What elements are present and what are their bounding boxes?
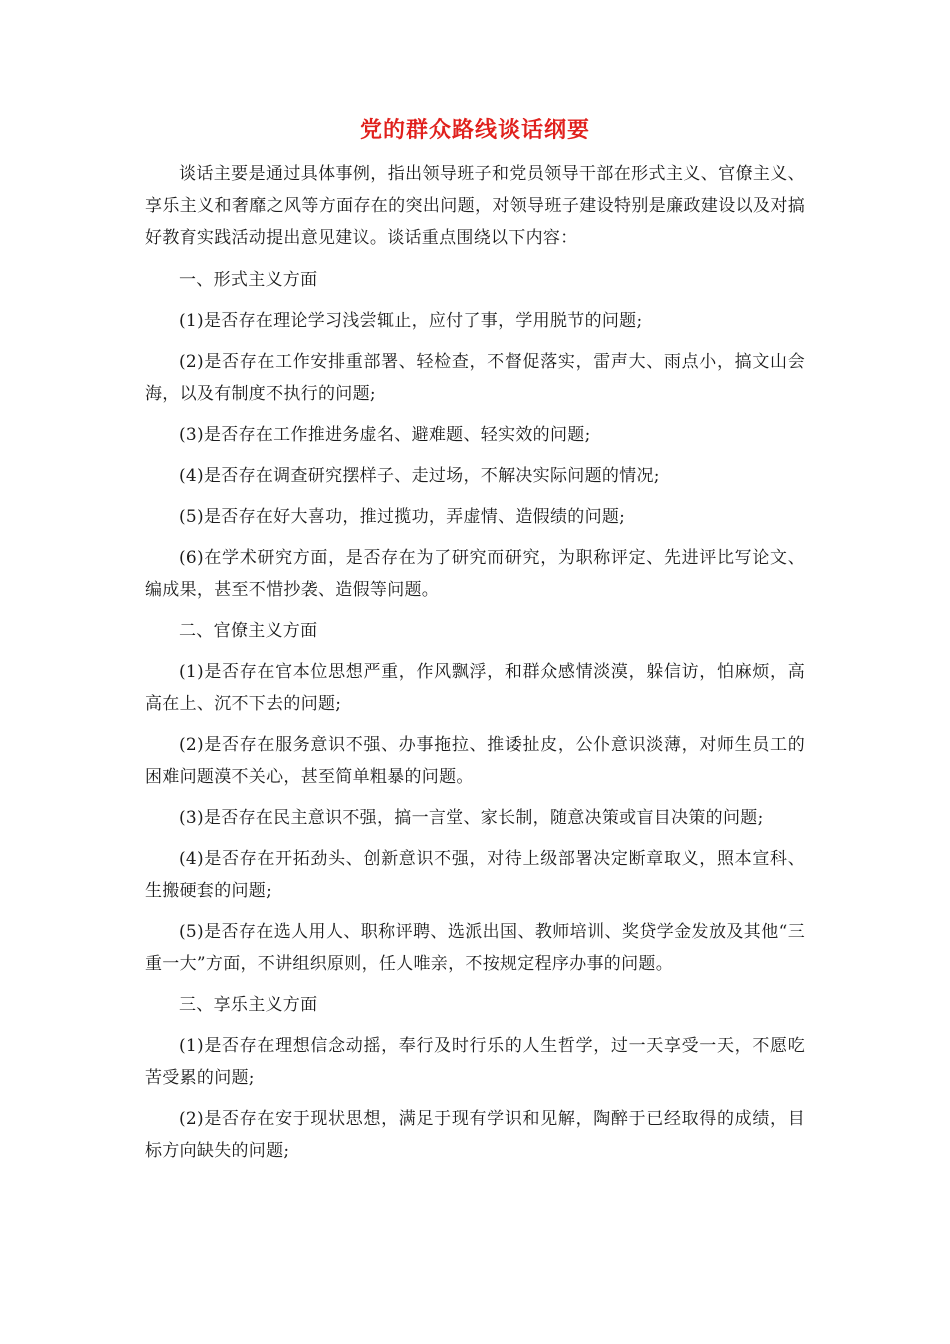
- section-heading-bureaucratism: 二、官僚主义方面: [179, 621, 318, 641]
- list-item: (3)是否存在民主意识不强，搞一言堂、家长制，随意决策或盲目决策的问题;: [179, 808, 764, 828]
- list-item: (2)是否存在安于现状思想，满足于现有学识和见解，陶醉于已经取得的成绩，目标方向缺失的问题;: [145, 1109, 805, 1161]
- document-title: 党的群众路线谈话纲要: [359, 118, 590, 143]
- document-page: [145, 110, 805, 1176]
- section-heading-formalism: 一、形式主义方面: [179, 270, 318, 290]
- list-item: (3)是否存在工作推进务虚名、避难题、轻实效的问题;: [179, 425, 591, 445]
- list-item: (5)是否存在选人用人、职称评聘、选派出国、教师培训、奖贷学金发放及其他“三重一大”方面，不讲组织原则，任人唯亲，不按规定程序办事的问题。: [145, 922, 805, 974]
- list-item: (1)是否存在理想信念动摇，奉行及时行乐的人生哲学，过一天享受一天，不愿吃苦受累的问题;: [145, 1036, 805, 1088]
- list-item: (1)是否存在官本位思想严重，作风飘浮，和群众感情淡漠，躲信访，怕麻烦，高高在上、沉不下去的问题;: [145, 662, 805, 714]
- intro-paragraph: 谈话主要是通过具体事例，指出领导班子和党员领导干部在形式主义、官僚主义、享乐主义和奢靡之风等方面存在的突出问题，对领导班子建设特别是廉政建设以及对搞好教育实践活动提出意见建议。谈话重点围绕以下内容：: [145, 164, 805, 248]
- list-item: (4)是否存在调查研究摆样子、走过场，不解决实际问题的情况;: [179, 466, 660, 486]
- list-item: (6)在学术研究方面，是否存在为了研究而研究，为职称评定、先进评比写论文、编成果，甚至不惜抄袭、造假等问题。: [145, 548, 805, 600]
- list-item: (5)是否存在好大喜功，推过揽功，弄虚情、造假绩的问题;: [179, 507, 626, 527]
- section-heading-hedonism: 三、享乐主义方面: [179, 995, 318, 1015]
- list-item: (2)是否存在服务意识不强、办事拖拉、推诿扯皮，公仆意识淡薄，对师生员工的困难问题漠不关心，甚至简单粗暴的问题。: [145, 735, 805, 787]
- list-item: (2)是否存在工作安排重部署、轻检查，不督促落实，雷声大、雨点小，搞文山会海，以及有制度不执行的问题;: [145, 352, 805, 404]
- list-item: (4)是否存在开拓劲头、创新意识不强，对待上级部署决定断章取义，照本宣科、生搬硬套的问题;: [145, 849, 805, 901]
- list-item: (1)是否存在理论学习浅尝辄止，应付了事，学用脱节的问题;: [179, 311, 643, 331]
